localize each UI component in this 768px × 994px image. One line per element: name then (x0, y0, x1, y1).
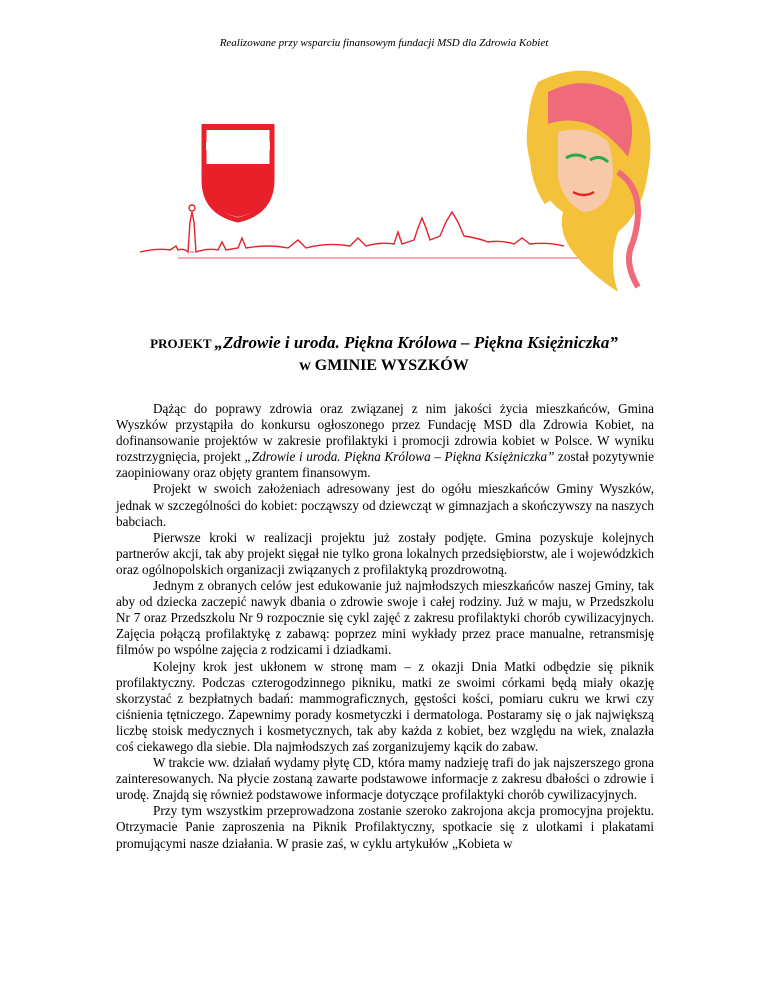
project-name: „Zdrowie i uroda. Piękna Królowa – Piękna Księżniczka” (214, 333, 618, 352)
paragraph (116, 803, 654, 851)
paragraph (116, 530, 654, 578)
paragraph (116, 578, 654, 658)
paragraph-text: został pozytywnie zaopiniowany oraz objęty grantem finansowym. (116, 449, 654, 481)
paragraph-text: Kolejny krok jest ukłonem w stronę mam – z okazji Dnia Matki odbędzie się piknik profilaktyczny. Podczas czterogodzinnego pikniku, matki ze swoimi córkami będą miały okazję skorzystać z bezpłatnych badań: mammograficznych, gęstości kości, pomiaru cukru we krwi czy ciśnienia tętniczego. Zapewnimy porady kosmetyczki i dermatologa. Postaramy się o jak największą liczbę stoisk medycznych i kosmetycznych, tak aby każda z kobiet, bez względu na wiek, znalazła coś ciekawego dla siebie. Dla najmłodszych zaś zorganizujemy kącik do zabaw. (116, 658, 654, 754)
paragraph-text: Jednym z obranych celów jest edukowanie już najmłodszych mieszkańców naszej Gminy, tak aby od dziecka zaczepić nawyk dbania o zdrowie swoje i całej rodziny. Już w maju, w Przedszkolu Nr 7 oraz Przedszkolu Nr 9 rozpocznie się cykl zajęć z zakresu profilaktyki chorób cywilizacyjnych. Zajęcia połączą profilaktykę z zabawą: poprzez mini wykłady przez prace manualne, retransmisję filmów po wspólne zajęcia z rodzicami i dziadkami. (116, 578, 654, 658)
town-skyline-icon (140, 205, 578, 258)
paragraph-text: Projekt w swoich założeniach adresowany jest do ogółu mieszkańców Gminy Wyszków, jednak w szczególności do kobiet: począwszy od dziewcząt w gimnazjach a skończywszy na naszych babciach. (116, 481, 654, 529)
banner-illustration (118, 62, 658, 302)
project-title (0, 333, 768, 353)
project-subtitle: w GMINIE WYSZKÓW (299, 357, 469, 374)
paragraph-emphasis: „Zdrowie i uroda. Piękna Królowa – Piękna Księżniczka” (244, 449, 555, 465)
woman-portrait-icon (527, 71, 651, 292)
paragraph-text: W trakcie ww. działań wydamy płytę CD, która mamy nadzieję trafi do jak najszerszego grona zainteresowanych. Na płycie zostaną zawarte podstawowe informacje z zakresu dbałości o zdrowie i urodę. Znajdą się również podstawowe informacje dotyczące profilaktyki chorób cywilizacyjnych. (116, 755, 654, 803)
project-label: PROJEKT (150, 336, 212, 351)
header-note: Realizowane przy wsparciu finansowym fundacji MSD dla Zdrowia Kobiet (219, 37, 549, 49)
paragraph-text: Przy tym wszystkim przeprowadzona zostanie szeroko zakrojona akcja promocyjna projektu. Otrzymacie Panie zaproszenia na Piknik Profilaktyczny, spotkacie się z ulotkami i plakatami promującymi nasze działania. W prasie zaś, w cyklu artykułów „Kobieta w (116, 803, 654, 851)
paragraph (116, 659, 654, 756)
paragraph-text: Dążąc do poprawy zdrowia oraz związanej z nim jakości życia mieszkańców, Gmina Wyszków przystąpiła do konkursu ogłoszonego przez Fundację MSD dla Zdrowia Kobiet, na dofinansowanie projektów w zakresie profilaktyki i promocji zdrowia kobiet w Polsce. W wyniku rozstrzygnięcia, projekt (116, 401, 654, 465)
paragraph (116, 481, 654, 529)
paragraph-text: Pierwsze kroki w realizacji projektu już zostały podjęte. Gmina pozyskuje kolejnych partnerów akcji, tak aby projekt sięgał nie tylko grona lokalnych przedsiębiorstw, ale i wojewódzkich oraz ogólnopolskich organizacji związanych z profilaktyką prozdrowotną. (116, 529, 654, 577)
paragraph (116, 755, 654, 803)
body-text (116, 401, 654, 852)
coat-of-arms-icon (202, 124, 274, 220)
paragraph (116, 401, 654, 481)
